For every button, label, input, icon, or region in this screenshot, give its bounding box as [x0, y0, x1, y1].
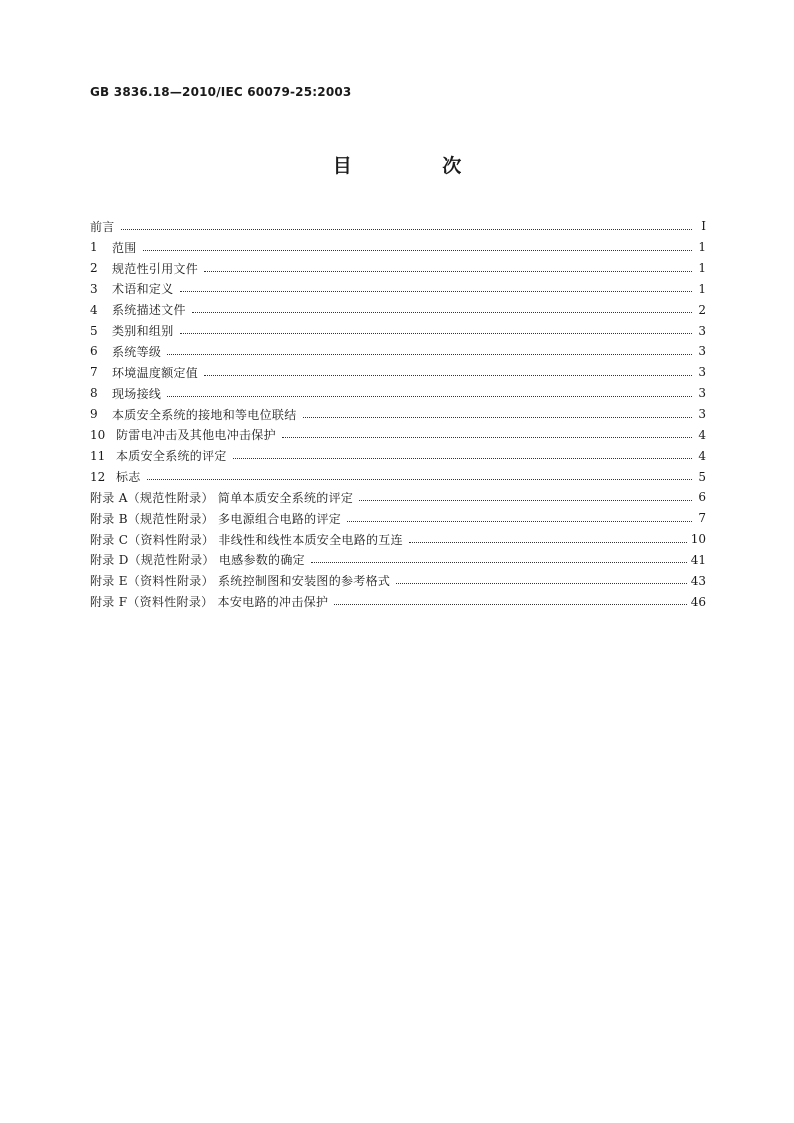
toc-entry-title: 附录 F（资料性附录） 本安电路的冲击保护 — [90, 595, 329, 610]
table-of-contents — [90, 216, 706, 612]
toc-entry-page: 2 — [698, 302, 706, 317]
toc-dot-leader — [143, 250, 692, 251]
toc-entry-number: 6 — [90, 344, 98, 359]
toc-entry-number: 4 — [90, 302, 98, 317]
toc-entry-page: 4 — [698, 427, 706, 442]
toc-dot-leader — [233, 458, 692, 459]
toc-entry-title: 范围 — [112, 240, 137, 255]
toc-dot-leader — [204, 271, 692, 272]
toc-entry[interactable] — [90, 404, 706, 425]
page-title: 目 次 — [332, 155, 504, 177]
toc-entry-title: 附录 D（规范性附录） 电感参数的确定 — [90, 553, 305, 568]
toc-entry[interactable] — [90, 320, 706, 341]
toc-entry-page: 10 — [690, 532, 706, 547]
toc-entry-page: 3 — [698, 323, 706, 338]
toc-entry-page: 1 — [698, 281, 706, 296]
toc-dot-leader — [167, 396, 692, 397]
toc-entry-number: 5 — [90, 323, 98, 338]
toc-entry-title: 附录 A（规范性附录） 简单本质安全系统的评定 — [90, 490, 354, 505]
toc-entry-number: 8 — [90, 386, 98, 401]
toc-entry[interactable] — [90, 362, 706, 383]
toc-entry-title: 类别和组别 — [112, 324, 174, 339]
toc-entry-number: 7 — [90, 365, 98, 380]
toc-entry[interactable] — [90, 237, 706, 258]
toc-entry-number: 12 — [90, 469, 106, 484]
toc-dot-leader — [167, 354, 692, 355]
toc-entry[interactable] — [90, 383, 706, 404]
toc-entry[interactable] — [90, 487, 706, 508]
toc-dot-leader — [311, 562, 687, 563]
toc-entry-title: 术语和定义 — [112, 282, 174, 297]
toc-entry-title: 防雷电冲击及其他电冲击保护 — [116, 428, 276, 443]
toc-entry-page: 3 — [698, 407, 706, 422]
toc-entry-page: 4 — [698, 448, 706, 463]
toc-dot-leader — [282, 437, 692, 438]
toc-entry[interactable] — [90, 216, 706, 237]
toc-entry[interactable] — [90, 279, 706, 300]
toc-entry-page: 41 — [690, 552, 706, 567]
toc-dot-leader — [180, 291, 692, 292]
toc-dot-leader — [204, 375, 692, 376]
toc-entry-page: 6 — [698, 490, 706, 505]
toc-entry[interactable] — [90, 299, 706, 320]
toc-entry[interactable] — [90, 550, 706, 571]
toc-entry-title: 系统描述文件 — [112, 303, 186, 318]
toc-dot-leader — [396, 583, 687, 584]
toc-dot-leader — [303, 417, 692, 418]
toc-entry-title: 附录 E（资料性附录） 系统控制图和安装图的参考格式 — [90, 574, 391, 589]
toc-entry-page: 3 — [698, 344, 706, 359]
toc-dot-leader — [334, 604, 686, 605]
toc-entry[interactable] — [90, 508, 706, 529]
toc-entry-number: 11 — [90, 448, 106, 463]
toc-entry-number: 2 — [90, 261, 98, 276]
toc-dot-leader — [147, 479, 692, 480]
toc-entry-number: 1 — [90, 240, 98, 255]
toc-entry-title: 现场接线 — [112, 386, 162, 401]
toc-dot-leader — [347, 521, 692, 522]
toc-entry-title: 本质安全系统的接地和等电位联结 — [112, 407, 297, 422]
toc-entry-page: 1 — [698, 261, 706, 276]
toc-entry-title: 前言 — [90, 219, 115, 234]
toc-entry-page: 43 — [690, 573, 706, 588]
toc-dot-leader — [409, 542, 687, 543]
toc-entry[interactable] — [90, 529, 706, 550]
toc-entry-page: 7 — [698, 511, 706, 526]
toc-entry-title: 附录 B（规范性附录） 多电源组合电路的评定 — [90, 511, 342, 526]
toc-dot-leader — [121, 229, 692, 230]
toc-entry-title: 附录 C（资料性附录） 非线性和线性本质安全电路的互连 — [90, 532, 403, 547]
toc-entry-page: 3 — [698, 365, 706, 380]
standard-code-header: GB 3836.18—2010/IEC 60079-25:2003 — [90, 85, 352, 99]
toc-entry[interactable] — [90, 591, 706, 612]
toc-entry-title: 标志 — [116, 470, 141, 485]
toc-entry-page: 3 — [698, 386, 706, 401]
toc-entry-page: 5 — [698, 469, 706, 484]
toc-entry-number: 10 — [90, 427, 106, 442]
toc-dot-leader — [192, 312, 692, 313]
toc-entry-page: 1 — [698, 240, 706, 255]
toc-entry-title: 系统等级 — [112, 344, 162, 359]
toc-entry-page: Ⅰ — [701, 219, 706, 234]
toc-entry-page: 46 — [690, 594, 706, 609]
toc-dot-leader — [359, 500, 692, 501]
toc-entry[interactable] — [90, 341, 706, 362]
toc-entry-title: 规范性引用文件 — [112, 261, 199, 276]
toc-dot-leader — [180, 333, 692, 334]
toc-entry-number: 9 — [90, 407, 98, 422]
toc-entry[interactable] — [90, 258, 706, 279]
toc-entry[interactable] — [90, 570, 706, 591]
toc-entry-title: 本质安全系统的评定 — [116, 449, 227, 464]
toc-entry[interactable] — [90, 445, 706, 466]
toc-entry-title: 环境温度额定值 — [112, 365, 199, 380]
toc-entry[interactable] — [90, 424, 706, 445]
toc-entry[interactable] — [90, 466, 706, 487]
toc-entry-number: 3 — [90, 281, 98, 296]
